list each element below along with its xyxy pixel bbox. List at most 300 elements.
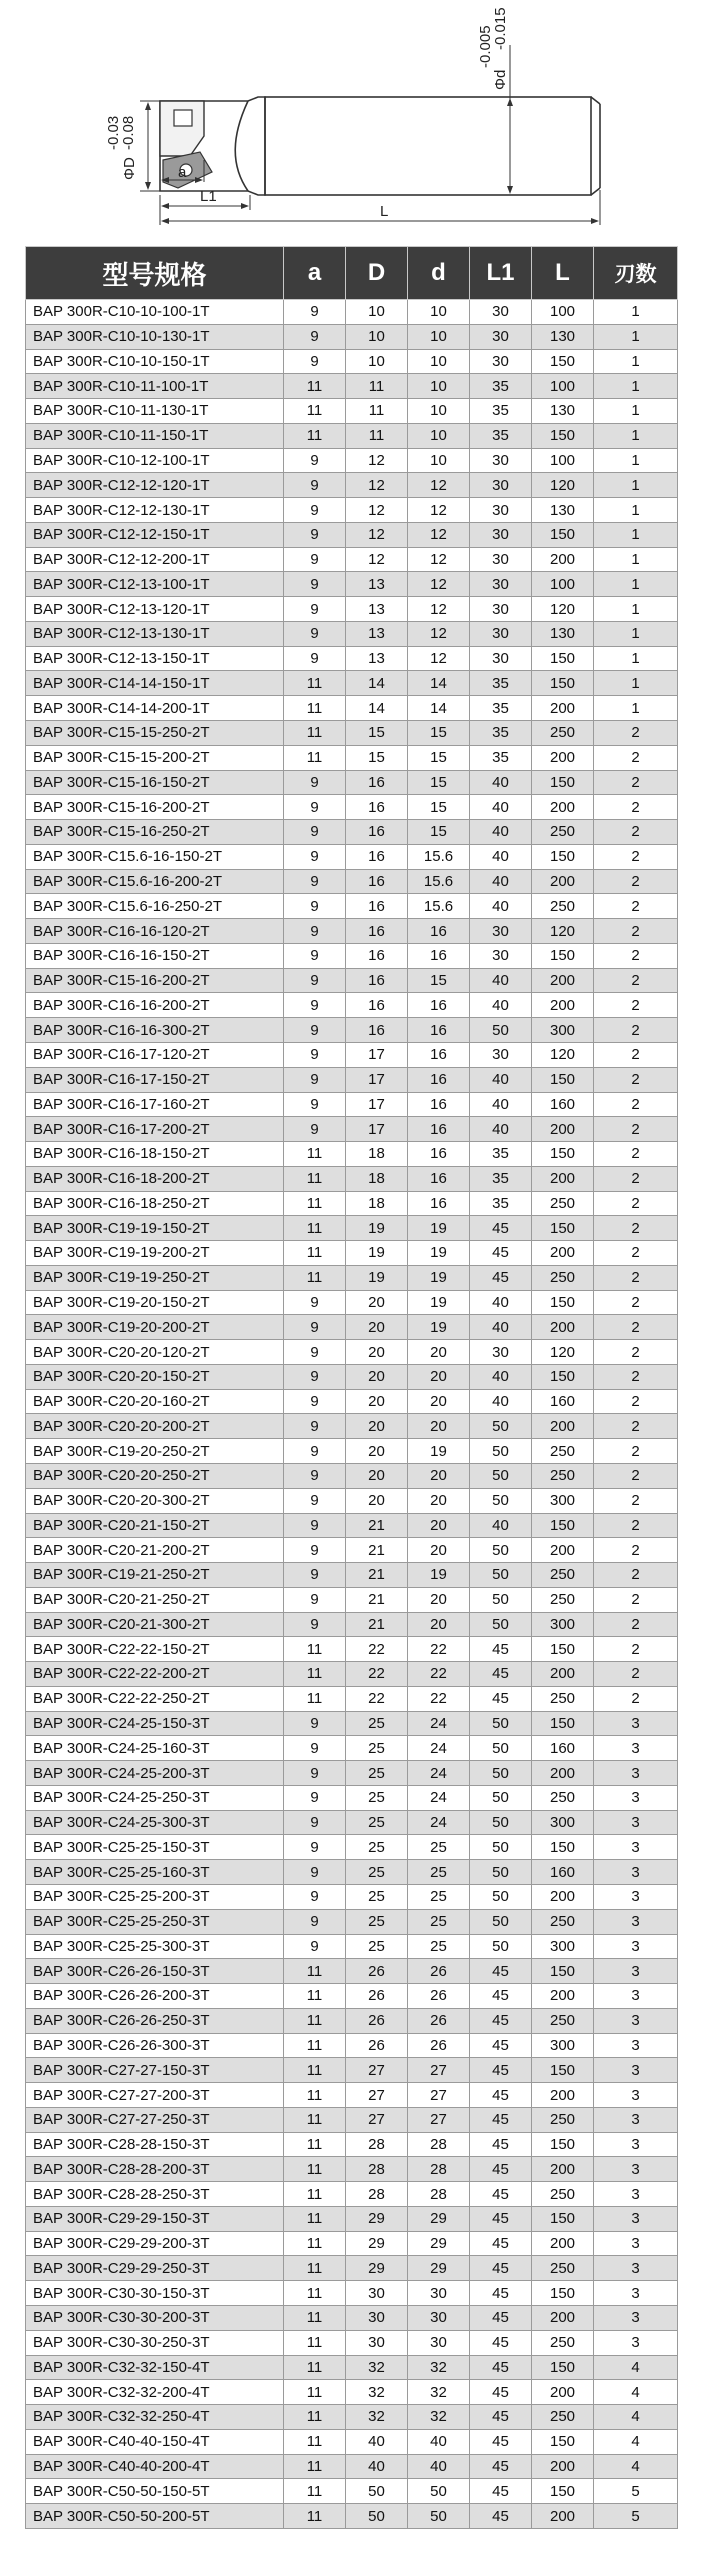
cell-d: 28 [408,2157,470,2182]
cell-flutes: 2 [594,1364,678,1389]
table-row [26,1067,678,1092]
cell-L: 250 [532,820,594,845]
cell-a: 11 [284,1142,346,1167]
header-a: a [284,247,346,300]
cell-L: 300 [532,1934,594,1959]
cell-L1: 40 [470,1092,532,1117]
cell-a: 11 [284,2479,346,2504]
table-row [26,621,678,646]
cell-D: 25 [346,1934,408,1959]
table-row [26,1142,678,1167]
table-row [26,547,678,572]
cell-L: 200 [532,2231,594,2256]
shank-diameter-tol-upper: -0.005 [477,25,494,68]
table-row [26,399,678,424]
cell-D: 28 [346,2157,408,2182]
cell-L1: 40 [470,993,532,1018]
cell-L: 250 [532,2405,594,2430]
cell-L1: 35 [470,745,532,770]
table-row [26,1265,678,1290]
cell-a: 9 [284,1364,346,1389]
cell-L: 300 [532,1810,594,1835]
cell-L: 200 [532,2083,594,2108]
cell-model: BAP 300R-C12-13-150-1T [26,646,284,671]
table-row [26,473,678,498]
cell-d: 50 [408,2479,470,2504]
cell-a: 9 [284,1736,346,1761]
cell-D: 26 [346,1984,408,2009]
cell-L: 250 [532,2107,594,2132]
table-row [26,572,678,597]
cell-L: 200 [532,968,594,993]
table-body [26,300,678,2529]
cell-D: 16 [346,820,408,845]
cell-a: 9 [284,1860,346,1885]
cell-L: 250 [532,1191,594,1216]
cell-a: 9 [284,795,346,820]
table-row [26,1216,678,1241]
cell-L1: 50 [470,1463,532,1488]
cell-model: BAP 300R-C30-30-250-3T [26,2330,284,2355]
cell-model: BAP 300R-C25-25-200-3T [26,1885,284,1910]
cell-L: 150 [532,2429,594,2454]
cell-a: 9 [284,820,346,845]
cell-d: 19 [408,1265,470,1290]
table-row [26,1166,678,1191]
cell-flutes: 4 [594,2429,678,2454]
cell-flutes: 1 [594,547,678,572]
dimension-a-label: a [178,164,187,181]
outer-diameter-tol-lower: -0.08 [120,115,137,150]
cell-L: 160 [532,1092,594,1117]
dimension-l1-label: L1 [200,188,217,205]
cell-a: 9 [284,1563,346,1588]
header-L1: L1 [470,247,532,300]
cell-d: 20 [408,1513,470,1538]
cell-d: 10 [408,399,470,424]
cell-d: 16 [408,919,470,944]
cell-model: BAP 300R-C30-30-150-3T [26,2281,284,2306]
cell-a: 11 [284,696,346,721]
cell-flutes: 4 [594,2380,678,2405]
cell-model: BAP 300R-C50-50-200-5T [26,2504,284,2529]
cell-flutes: 2 [594,1563,678,1588]
cell-model: BAP 300R-C19-19-150-2T [26,1216,284,1241]
cell-model: BAP 300R-C32-32-200-4T [26,2380,284,2405]
cell-L: 250 [532,894,594,919]
cell-D: 26 [346,2008,408,2033]
cell-D: 27 [346,2058,408,2083]
cell-d: 30 [408,2306,470,2331]
cell-d: 15 [408,820,470,845]
cell-model: BAP 300R-C15-16-150-2T [26,770,284,795]
cell-model: BAP 300R-C20-20-150-2T [26,1364,284,1389]
cell-model: BAP 300R-C22-22-150-2T [26,1637,284,1662]
cell-d: 15 [408,721,470,746]
cell-d: 10 [408,324,470,349]
cell-flutes: 2 [594,1389,678,1414]
cell-D: 20 [346,1488,408,1513]
cell-model: BAP 300R-C24-25-150-3T [26,1711,284,1736]
cell-d: 22 [408,1637,470,1662]
cell-L: 150 [532,671,594,696]
cell-a: 11 [284,1984,346,2009]
cell-D: 12 [346,498,408,523]
cell-flutes: 1 [594,696,678,721]
cell-D: 16 [346,993,408,1018]
cell-a: 9 [284,919,346,944]
cell-a: 9 [284,349,346,374]
cell-flutes: 4 [594,2405,678,2430]
cell-L1: 45 [470,2033,532,2058]
table-row [26,993,678,1018]
cell-D: 22 [346,1686,408,1711]
cell-flutes: 2 [594,1538,678,1563]
cell-d: 24 [408,1785,470,1810]
table-row [26,2380,678,2405]
table-row [26,1018,678,1043]
cell-a: 11 [284,2083,346,2108]
cell-model: BAP 300R-C40-40-150-4T [26,2429,284,2454]
cell-d: 25 [408,1885,470,1910]
cell-L1: 50 [470,1761,532,1786]
cell-d: 22 [408,1686,470,1711]
cell-model: BAP 300R-C20-21-300-2T [26,1612,284,1637]
table-row [26,696,678,721]
cell-model: BAP 300R-C29-29-150-3T [26,2206,284,2231]
cell-D: 11 [346,399,408,424]
cell-a: 11 [284,1241,346,1266]
cell-L1: 50 [470,1736,532,1761]
cell-model: BAP 300R-C10-12-100-1T [26,448,284,473]
table-row [26,2107,678,2132]
cell-a: 9 [284,993,346,1018]
table-row [26,423,678,448]
header-d: d [408,247,470,300]
cell-flutes: 1 [594,671,678,696]
header-model: 型号规格 [26,247,284,300]
cell-D: 32 [346,2405,408,2430]
cell-a: 9 [284,621,346,646]
cell-D: 22 [346,1662,408,1687]
table-row [26,968,678,993]
cell-L: 150 [532,1290,594,1315]
cell-model: BAP 300R-C19-20-250-2T [26,1439,284,1464]
cell-L1: 35 [470,671,532,696]
cell-flutes: 2 [594,820,678,845]
table-row [26,1736,678,1761]
cell-L: 250 [532,2256,594,2281]
cell-D: 12 [346,473,408,498]
cell-D: 16 [346,770,408,795]
cell-L1: 30 [470,522,532,547]
cell-L: 200 [532,1885,594,1910]
cell-L1: 40 [470,1290,532,1315]
cell-d: 12 [408,621,470,646]
cell-L1: 45 [470,2157,532,2182]
cell-flutes: 2 [594,894,678,919]
cell-d: 12 [408,498,470,523]
table-row [26,1538,678,1563]
cell-D: 25 [346,1785,408,1810]
cell-flutes: 3 [594,2083,678,2108]
cell-D: 17 [346,1092,408,1117]
cell-a: 9 [284,1761,346,1786]
header-D: D [346,247,408,300]
cell-L1: 50 [470,1810,532,1835]
cell-D: 19 [346,1265,408,1290]
cell-D: 27 [346,2083,408,2108]
cell-flutes: 2 [594,770,678,795]
tool-drawing [0,0,703,240]
table-row [26,1587,678,1612]
cell-flutes: 2 [594,721,678,746]
cell-a: 11 [284,1686,346,1711]
cell-flutes: 1 [594,597,678,622]
cell-D: 14 [346,696,408,721]
cell-L: 150 [532,1067,594,1092]
cell-a: 9 [284,770,346,795]
cell-L1: 45 [470,2008,532,2033]
cell-L: 150 [532,1711,594,1736]
table-row [26,919,678,944]
cell-L1: 45 [470,2107,532,2132]
cell-L: 250 [532,1563,594,1588]
cell-L: 200 [532,1984,594,2009]
cell-a: 9 [284,1018,346,1043]
cell-L: 100 [532,300,594,325]
table-row [26,1513,678,1538]
cell-a: 9 [284,1538,346,1563]
cell-d: 20 [408,1612,470,1637]
table-row [26,2182,678,2207]
cell-L1: 40 [470,1067,532,1092]
cell-a: 9 [284,597,346,622]
cell-flutes: 3 [594,1959,678,1984]
cell-a: 9 [284,473,346,498]
cell-flutes: 2 [594,795,678,820]
cell-L: 120 [532,597,594,622]
cell-d: 26 [408,2008,470,2033]
cell-D: 13 [346,572,408,597]
cell-D: 20 [346,1340,408,1365]
table-row [26,844,678,869]
cell-a: 11 [284,1216,346,1241]
cell-flutes: 3 [594,2206,678,2231]
cell-D: 40 [346,2454,408,2479]
cell-D: 29 [346,2231,408,2256]
table-row [26,498,678,523]
cell-d: 32 [408,2380,470,2405]
table-row [26,448,678,473]
cell-d: 16 [408,1142,470,1167]
cell-model: BAP 300R-C12-12-130-1T [26,498,284,523]
cell-D: 20 [346,1290,408,1315]
cell-flutes: 1 [594,423,678,448]
cell-d: 28 [408,2182,470,2207]
cell-L: 150 [532,349,594,374]
cell-flutes: 3 [594,2157,678,2182]
cell-d: 25 [408,1934,470,1959]
cell-a: 11 [284,399,346,424]
cell-d: 22 [408,1662,470,1687]
cell-d: 19 [408,1241,470,1266]
cell-L1: 50 [470,1885,532,1910]
cell-L1: 40 [470,844,532,869]
table-row [26,324,678,349]
cell-d: 20 [408,1364,470,1389]
cell-D: 18 [346,1166,408,1191]
cell-L1: 40 [470,770,532,795]
cell-flutes: 1 [594,473,678,498]
cell-d: 16 [408,1092,470,1117]
cell-D: 12 [346,448,408,473]
table-row [26,2231,678,2256]
cell-L: 200 [532,2504,594,2529]
cell-L1: 40 [470,1315,532,1340]
cell-flutes: 3 [594,1736,678,1761]
table-row [26,2083,678,2108]
cell-a: 11 [284,2355,346,2380]
cell-D: 29 [346,2256,408,2281]
cell-a: 11 [284,745,346,770]
cell-a: 9 [284,1711,346,1736]
cell-d: 28 [408,2132,470,2157]
cell-L: 200 [532,1241,594,1266]
cell-D: 25 [346,1860,408,1885]
cell-D: 50 [346,2504,408,2529]
cell-L1: 50 [470,1439,532,1464]
cell-model: BAP 300R-C15-16-200-2T [26,795,284,820]
cell-L1: 30 [470,448,532,473]
header-L: L [532,247,594,300]
cell-D: 18 [346,1191,408,1216]
cell-L1: 50 [470,1018,532,1043]
cell-model: BAP 300R-C26-26-200-3T [26,1984,284,2009]
cell-model: BAP 300R-C20-20-200-2T [26,1414,284,1439]
table-row [26,1290,678,1315]
cell-a: 9 [284,646,346,671]
cell-model: BAP 300R-C10-10-100-1T [26,300,284,325]
table-row [26,2355,678,2380]
cell-a: 11 [284,2429,346,2454]
cell-flutes: 1 [594,522,678,547]
cell-flutes: 2 [594,968,678,993]
cell-model: BAP 300R-C24-25-250-3T [26,1785,284,1810]
table-row [26,1042,678,1067]
cell-L1: 45 [470,1637,532,1662]
cell-L: 150 [532,1835,594,1860]
cell-flutes: 3 [594,2330,678,2355]
cell-d: 24 [408,1810,470,1835]
cell-L: 200 [532,993,594,1018]
cell-flutes: 3 [594,2281,678,2306]
cell-a: 9 [284,1340,346,1365]
cell-L1: 35 [470,1142,532,1167]
cell-L: 150 [532,1637,594,1662]
cell-L: 250 [532,1439,594,1464]
cell-flutes: 1 [594,349,678,374]
cell-L: 150 [532,2281,594,2306]
cell-flutes: 3 [594,2182,678,2207]
table-row [26,894,678,919]
cell-L1: 50 [470,1587,532,1612]
cell-a: 9 [284,572,346,597]
cell-flutes: 3 [594,2107,678,2132]
cell-D: 26 [346,2033,408,2058]
table-row [26,1241,678,1266]
cell-flutes: 3 [594,1761,678,1786]
cell-flutes: 2 [594,1513,678,1538]
table-row [26,2330,678,2355]
cell-L1: 45 [470,2454,532,2479]
cell-L1: 30 [470,597,532,622]
cell-L: 250 [532,1909,594,1934]
cell-d: 29 [408,2256,470,2281]
cell-model: BAP 300R-C15-15-250-2T [26,721,284,746]
cell-L: 150 [532,2132,594,2157]
dimension-arrows [145,98,599,224]
cell-L: 130 [532,621,594,646]
cell-flutes: 1 [594,572,678,597]
cell-flutes: 1 [594,621,678,646]
cell-a: 9 [284,968,346,993]
cell-model: BAP 300R-C12-13-100-1T [26,572,284,597]
cell-d: 20 [408,1488,470,1513]
table-row [26,1389,678,1414]
cell-L1: 30 [470,646,532,671]
cell-d: 26 [408,2033,470,2058]
end-mill-technical-drawing [0,0,703,240]
cell-L: 200 [532,745,594,770]
cell-L: 200 [532,1166,594,1191]
cell-flutes: 1 [594,448,678,473]
cell-L: 250 [532,1785,594,1810]
table-row [26,2429,678,2454]
cell-L1: 35 [470,374,532,399]
cell-d: 15 [408,968,470,993]
cell-model: BAP 300R-C28-28-200-3T [26,2157,284,2182]
cell-model: BAP 300R-C14-14-150-1T [26,671,284,696]
cell-model: BAP 300R-C28-28-250-3T [26,2182,284,2207]
cell-a: 9 [284,1909,346,1934]
cell-D: 18 [346,1142,408,1167]
cell-flutes: 3 [594,1934,678,1959]
cell-flutes: 2 [594,1340,678,1365]
tool-outline [160,97,600,195]
cell-flutes: 3 [594,1860,678,1885]
cell-flutes: 2 [594,1142,678,1167]
table-row [26,300,678,325]
cell-model: BAP 300R-C24-25-160-3T [26,1736,284,1761]
cell-a: 11 [284,2306,346,2331]
cell-L1: 40 [470,820,532,845]
table-row [26,721,678,746]
cell-L1: 40 [470,1389,532,1414]
cell-L: 300 [532,2033,594,2058]
table-row [26,2206,678,2231]
cell-a: 9 [284,894,346,919]
cell-L1: 40 [470,968,532,993]
cell-a: 11 [284,2454,346,2479]
cell-flutes: 3 [594,1785,678,1810]
cell-L1: 50 [470,1563,532,1588]
cell-L1: 50 [470,1488,532,1513]
cell-model: BAP 300R-C20-20-120-2T [26,1340,284,1365]
cell-model: BAP 300R-C19-20-150-2T [26,1290,284,1315]
cell-L1: 50 [470,1860,532,1885]
cell-L1: 50 [470,1612,532,1637]
